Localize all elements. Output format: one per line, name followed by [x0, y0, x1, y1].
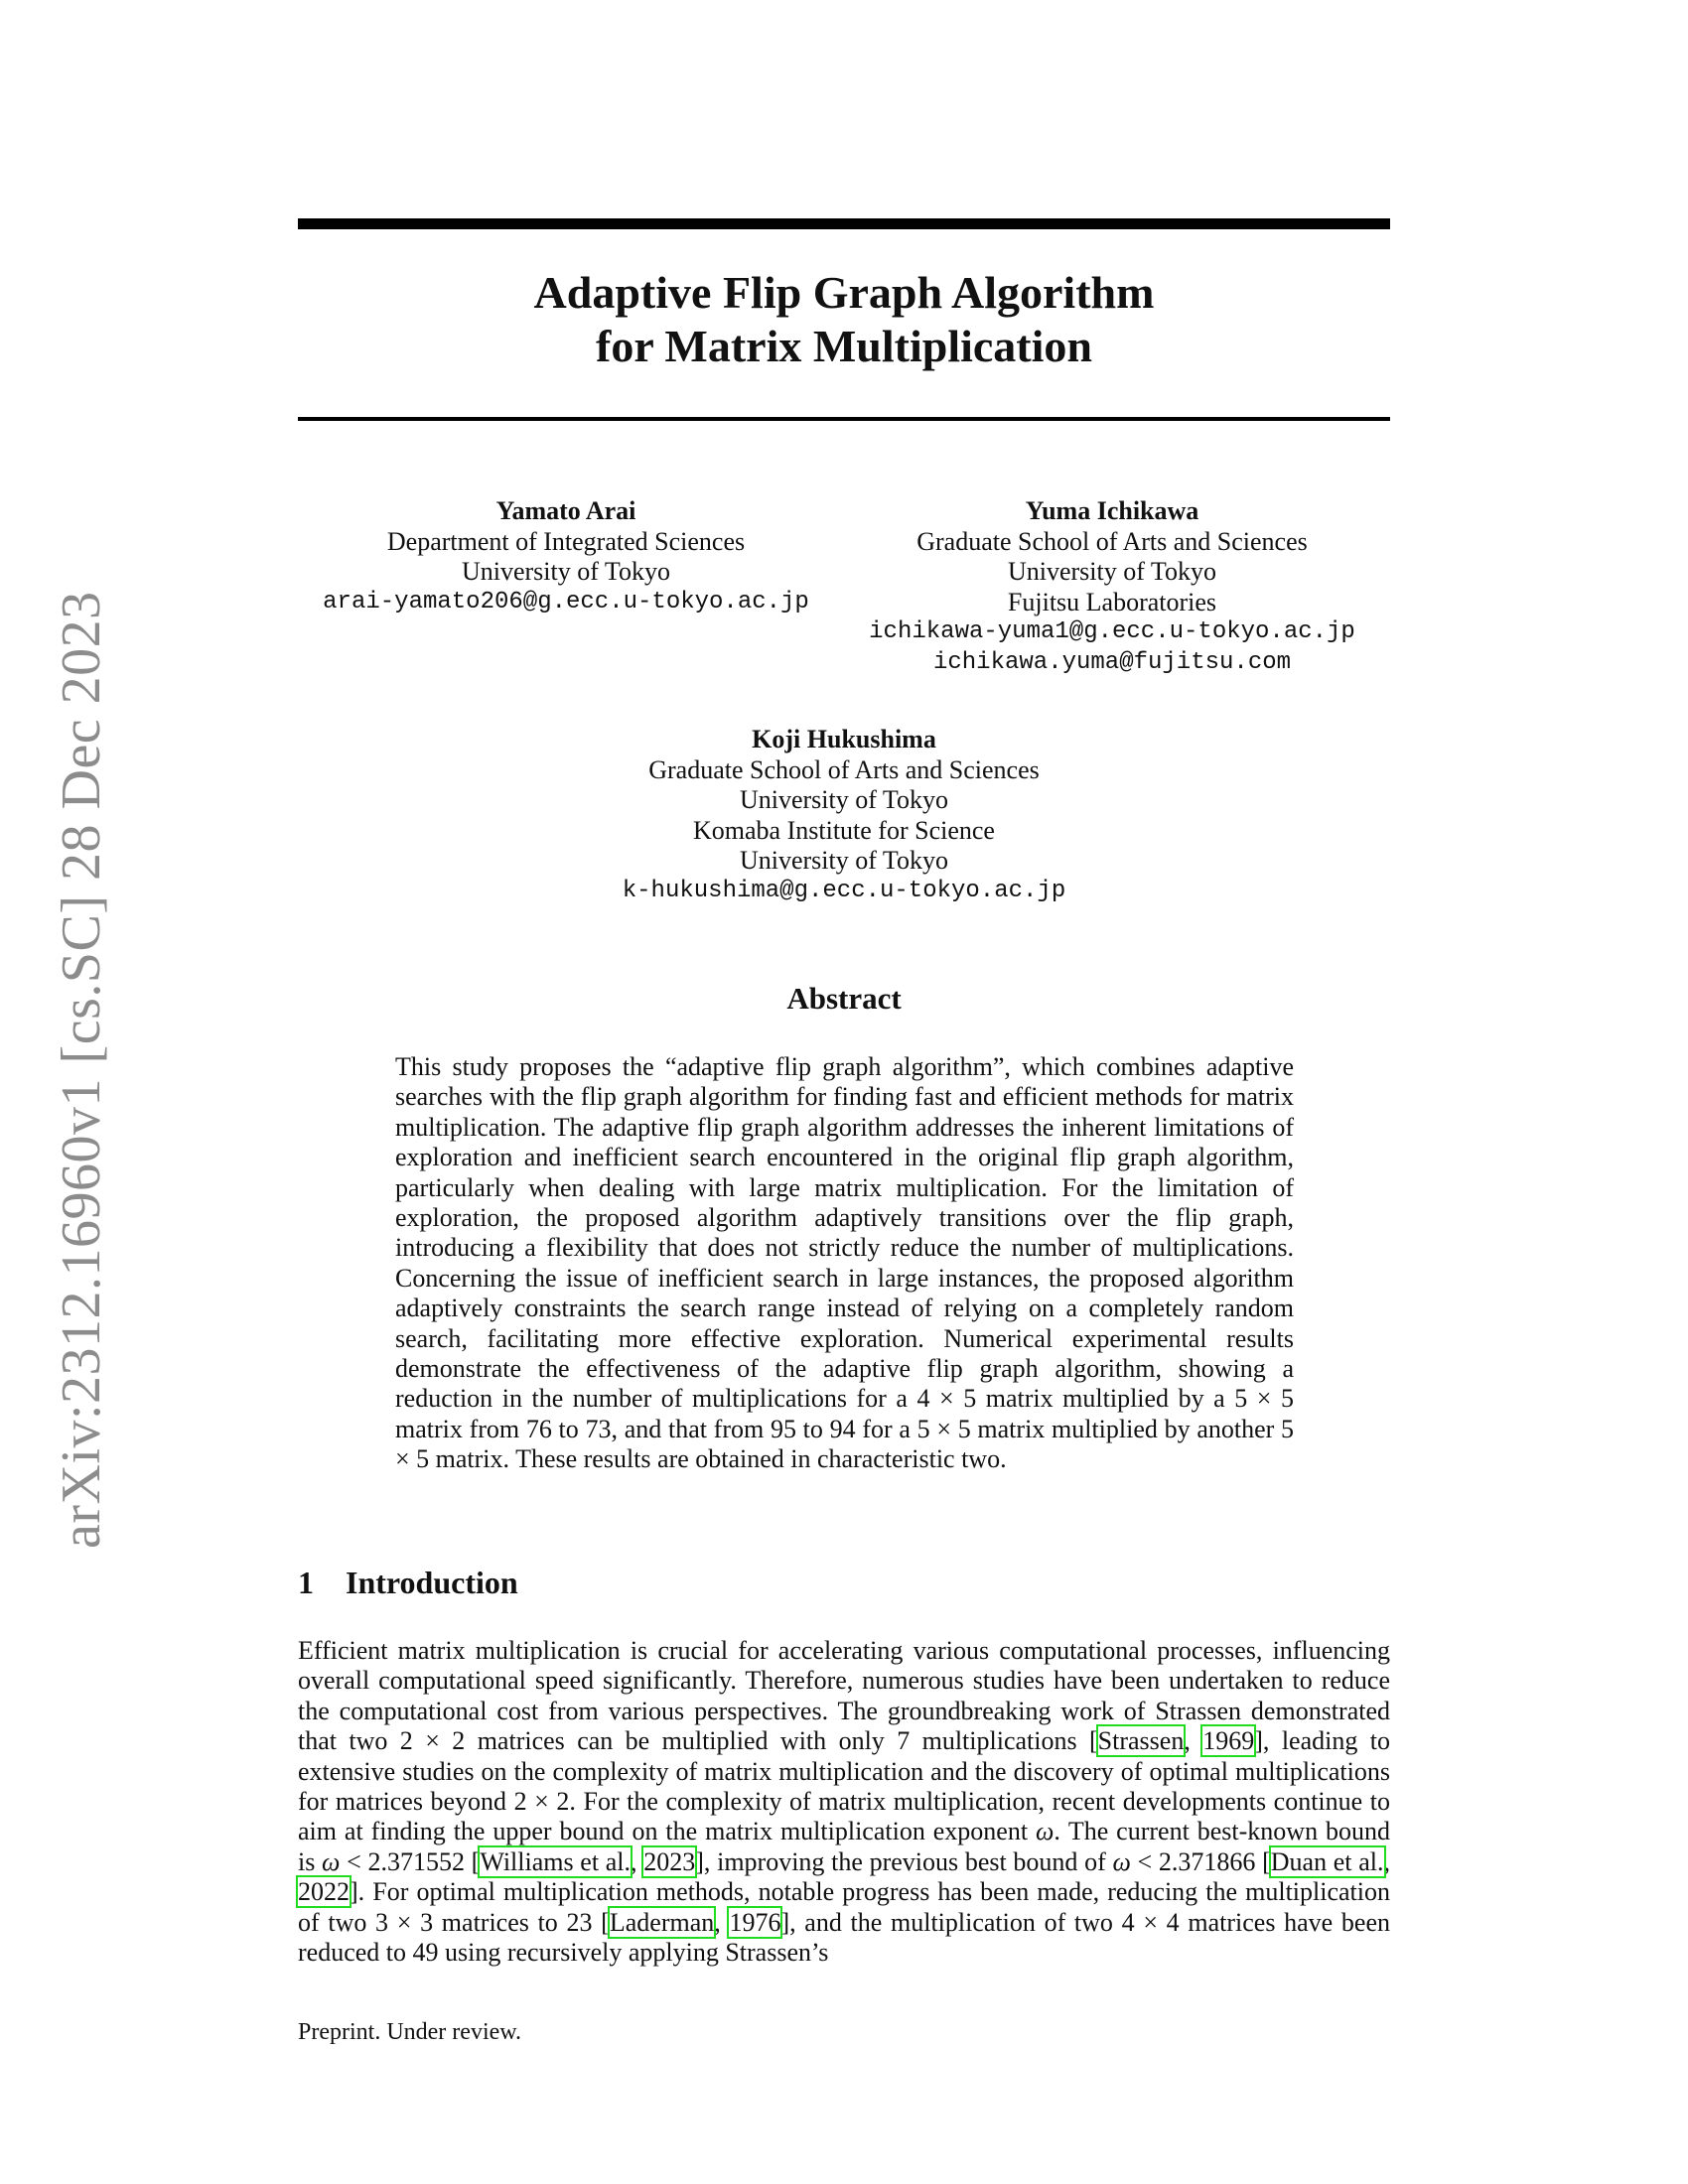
author-name: Yamato Arai	[495, 496, 636, 525]
abstract-text: This study proposes the “adaptive flip graph algorithm”, which combines adaptive searches with the flip graph algorithm for finding fast and efficient methods for matrix multiplication. The adaptive flip graph algorithm addresses the inherent limitations of exploration and inefficient search encountered in the original flip graph algorithm, particularly when dealing with large matrix multiplication. For the limitation of exploration, the proposed algorithm adaptively transitions over the flip graph, introducing a flexibility that does not strictly reduce the number of multiplications. Concerning the issue of inefficient search in large instances, the proposed algorithm adaptively constraints the search range instead of relying on a completely random search, facilitating more effective exploration. Numerical experimental results demonstrate the effectiveness of the adaptive flip graph algorithm, showing a reduction in the number of multiplications for a 4 × 5 matrix multiplied by a 5 × 5 matrix from 76 to 73, and that from 95 to 94 for a 5 × 5 matrix multiplied by another 5 × 5 matrix. These results are obtained in characteristic two.	[395, 1052, 1294, 1474]
section-title: Introduction	[346, 1565, 518, 1600]
author-email[interactable]: arai-yamato206@g.ecc.u-tokyo.ac.jp	[323, 588, 809, 615]
title-bottom-rule	[298, 417, 1390, 421]
citation-link-duan-year[interactable]: 2022	[298, 1877, 350, 1907]
author-affiliation: University of Tokyo	[739, 846, 949, 875]
citation-link-laderman-author[interactable]: Laderman	[609, 1907, 715, 1937]
author-affiliation: Graduate School of Arts and Sciences	[916, 526, 1308, 556]
intro-text: < 2.371866 [	[1130, 1846, 1271, 1876]
author-affiliation: University of Tokyo	[461, 557, 671, 586]
citation-link-laderman-year[interactable]: 1976	[729, 1907, 781, 1937]
citation-separator: ,	[714, 1907, 730, 1937]
intro-text: ], and the multiplication of two 4 × 4 matrices have been reduced to 49 using recursively applying Strassen’s	[298, 1907, 1390, 1968]
intro-text: Efficient matrix multiplication is crucial for accelerating various computational processes, influencing overall computational speed significantly. Therefore, numerous studies have been undertaken to reduce the computational cost from various perspectives. The groundbreaking work of Strassen demonstrated that two 2 × 2 matrices can be multiplied with only 7 multiplications [	[298, 1636, 1390, 1756]
section-heading-introduction	[298, 1565, 518, 1601]
citation-link-strassen-author[interactable]: Strassen	[1097, 1726, 1185, 1756]
title-top-rule	[298, 218, 1390, 229]
author-affiliation: Graduate School of Arts and Sciences	[648, 754, 1040, 784]
author-email[interactable]: ichikawa.yuma@fujitsu.com	[932, 648, 1292, 676]
intro-text: . The current best-known bound is	[298, 1817, 1391, 1876]
author-block-arai	[298, 496, 834, 617]
citation-link-strassen-year[interactable]: 1969	[1202, 1726, 1255, 1756]
abstract-heading: Abstract	[786, 981, 902, 1016]
title-line-2: for Matrix Multiplication	[596, 321, 1092, 371]
intro-text: ], improving the previous best bound of	[695, 1846, 1113, 1876]
author-affiliation: University of Tokyo	[739, 785, 949, 814]
author-affiliation: Fujitsu Laboratories	[1007, 587, 1217, 616]
author-name: Koji Hukushima	[752, 725, 936, 753]
introduction-paragraph	[298, 1636, 1390, 1968]
intro-text: < 2.371552 [	[340, 1846, 481, 1876]
citation-link-williams-author[interactable]: Williams et al.	[480, 1846, 632, 1876]
paper-title	[298, 266, 1390, 373]
arxiv-identifier-stamp: arXiv:2312.16960v1 [cs.SC] 28 Dec 2023	[51, 591, 112, 1549]
author-email[interactable]: k-hukushima@g.ecc.u-tokyo.ac.jp	[622, 877, 1066, 904]
author-block-ichikawa	[834, 496, 1390, 678]
omega-symbol: ω	[1036, 1817, 1055, 1846]
intro-text: ], leading to extensive studies on the complexity of matrix multiplication and the discovery of optimal multiplications for matrices beyond 2 × 2. For the complexity of matrix multiplication, recent developments continue to aim at finding the upper bound on the matrix multiplication exponent	[298, 1726, 1390, 1846]
title-line-1: Adaptive Flip Graph Algorithm	[533, 267, 1155, 318]
author-name: Yuma Ichikawa	[1025, 496, 1199, 525]
intro-text: ]. For optimal multiplication methods, notable progress has been made, reducing the multiplication of two 3 × 3 matrices to 23 [	[298, 1877, 1390, 1937]
citation-link-williams-year[interactable]: 2023	[643, 1846, 696, 1876]
citation-separator: ,	[1184, 1726, 1203, 1756]
preprint-footer-note: Preprint. Under review.	[298, 2019, 522, 2045]
omega-symbol: ω	[322, 1846, 341, 1876]
author-email[interactable]: ichikawa-yuma1@g.ecc.u-tokyo.ac.jp	[869, 618, 1355, 645]
section-number: 1	[298, 1565, 314, 1600]
author-block-hukushima	[546, 725, 1142, 906]
author-affiliation: Department of Integrated Sciences	[386, 526, 746, 556]
omega-symbol: ω	[1112, 1846, 1131, 1876]
author-affiliation: Komaba Institute for Science	[693, 815, 995, 845]
citation-link-duan-author[interactable]: Duan et al.	[1270, 1846, 1384, 1876]
citation-separator: ,	[1383, 1846, 1390, 1876]
author-affiliation: University of Tokyo	[1007, 557, 1217, 586]
citation-separator: ,	[631, 1846, 644, 1876]
